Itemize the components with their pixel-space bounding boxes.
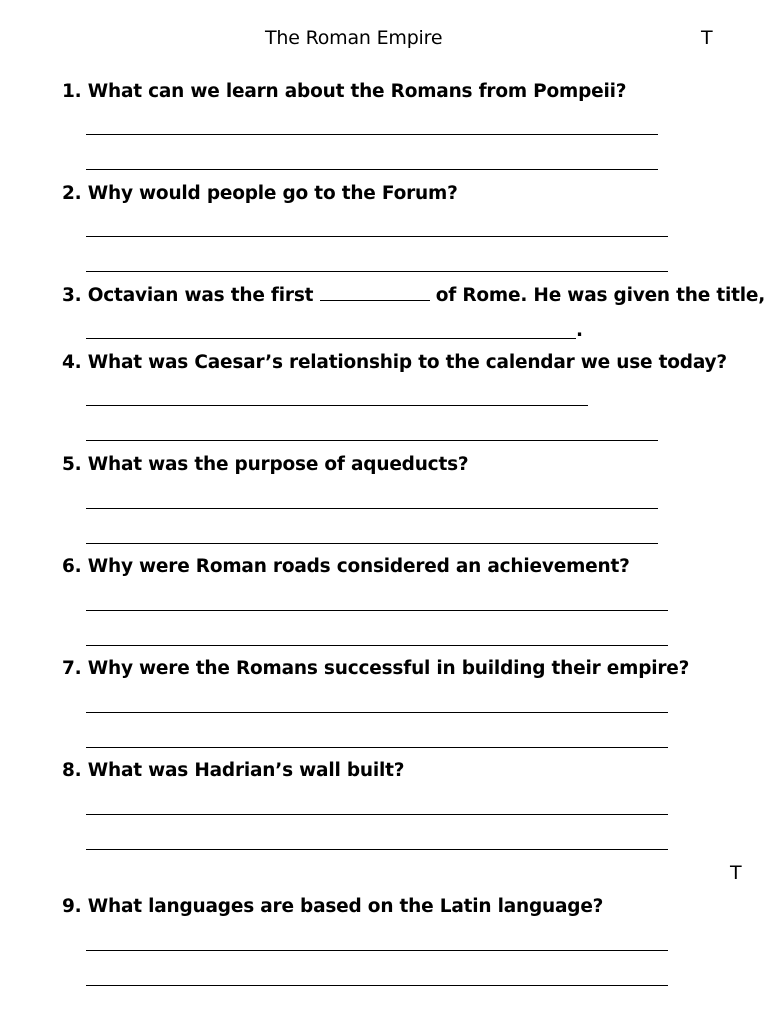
question-text: What was Caesar’s relationship to the calendar we use today? (87, 352, 727, 373)
answer-line[interactable] (86, 508, 658, 509)
page-title: The Roman Empire (265, 27, 443, 49)
question-text: What was Hadrian’s wall built? (87, 760, 405, 781)
question-number: 7. (62, 658, 82, 679)
question-number: 5. (62, 454, 82, 475)
answer-line[interactable] (86, 169, 658, 170)
question-1 (62, 81, 626, 102)
question-9 (62, 896, 603, 917)
answer-line[interactable] (86, 950, 668, 951)
corner-mark: T (701, 27, 713, 49)
answer-line[interactable] (86, 405, 588, 406)
answer-line[interactable] (86, 610, 668, 611)
question-7 (62, 658, 689, 679)
answer-line[interactable] (86, 712, 668, 713)
margin-mark: T (730, 862, 742, 884)
question-6 (62, 556, 630, 577)
question-text: Why would people go to the Forum? (87, 183, 458, 204)
sentence-period: . (576, 320, 583, 341)
answer-line[interactable] (86, 814, 668, 815)
answer-line[interactable] (86, 236, 668, 237)
question-number: 3. (62, 285, 82, 306)
question-text-part-b: of Rome. He was given the title, (435, 285, 766, 306)
answer-line[interactable] (86, 645, 668, 646)
question-text-part-a: Octavian was the first (87, 285, 314, 306)
answer-line[interactable] (86, 849, 668, 850)
fill-in-blank[interactable] (320, 299, 430, 301)
question-4 (62, 352, 727, 373)
question-number: 2. (62, 183, 82, 204)
question-5 (62, 454, 468, 475)
answer-line[interactable] (86, 271, 668, 272)
question-text: What languages are based on the Latin language? (87, 896, 604, 917)
question-3 (62, 285, 765, 306)
question-text: Why were the Romans successful in building their empire? (87, 658, 690, 679)
question-2 (62, 183, 458, 204)
question-number: 9. (62, 896, 82, 917)
question-number: 8. (62, 760, 82, 781)
question-text: What was the purpose of aqueducts? (87, 454, 469, 475)
question-text: What can we learn about the Romans from Pompeii? (87, 81, 627, 102)
question-number: 1. (62, 81, 82, 102)
question-text: Why were Roman roads considered an achievement? (87, 556, 630, 577)
question-number: 6. (62, 556, 82, 577)
answer-line[interactable] (86, 134, 658, 135)
answer-line[interactable] (86, 985, 668, 986)
question-8 (62, 760, 404, 781)
answer-line[interactable] (86, 338, 576, 339)
answer-line[interactable] (86, 747, 668, 748)
answer-line[interactable] (86, 440, 658, 441)
answer-line[interactable] (86, 543, 658, 544)
question-number: 4. (62, 352, 82, 373)
